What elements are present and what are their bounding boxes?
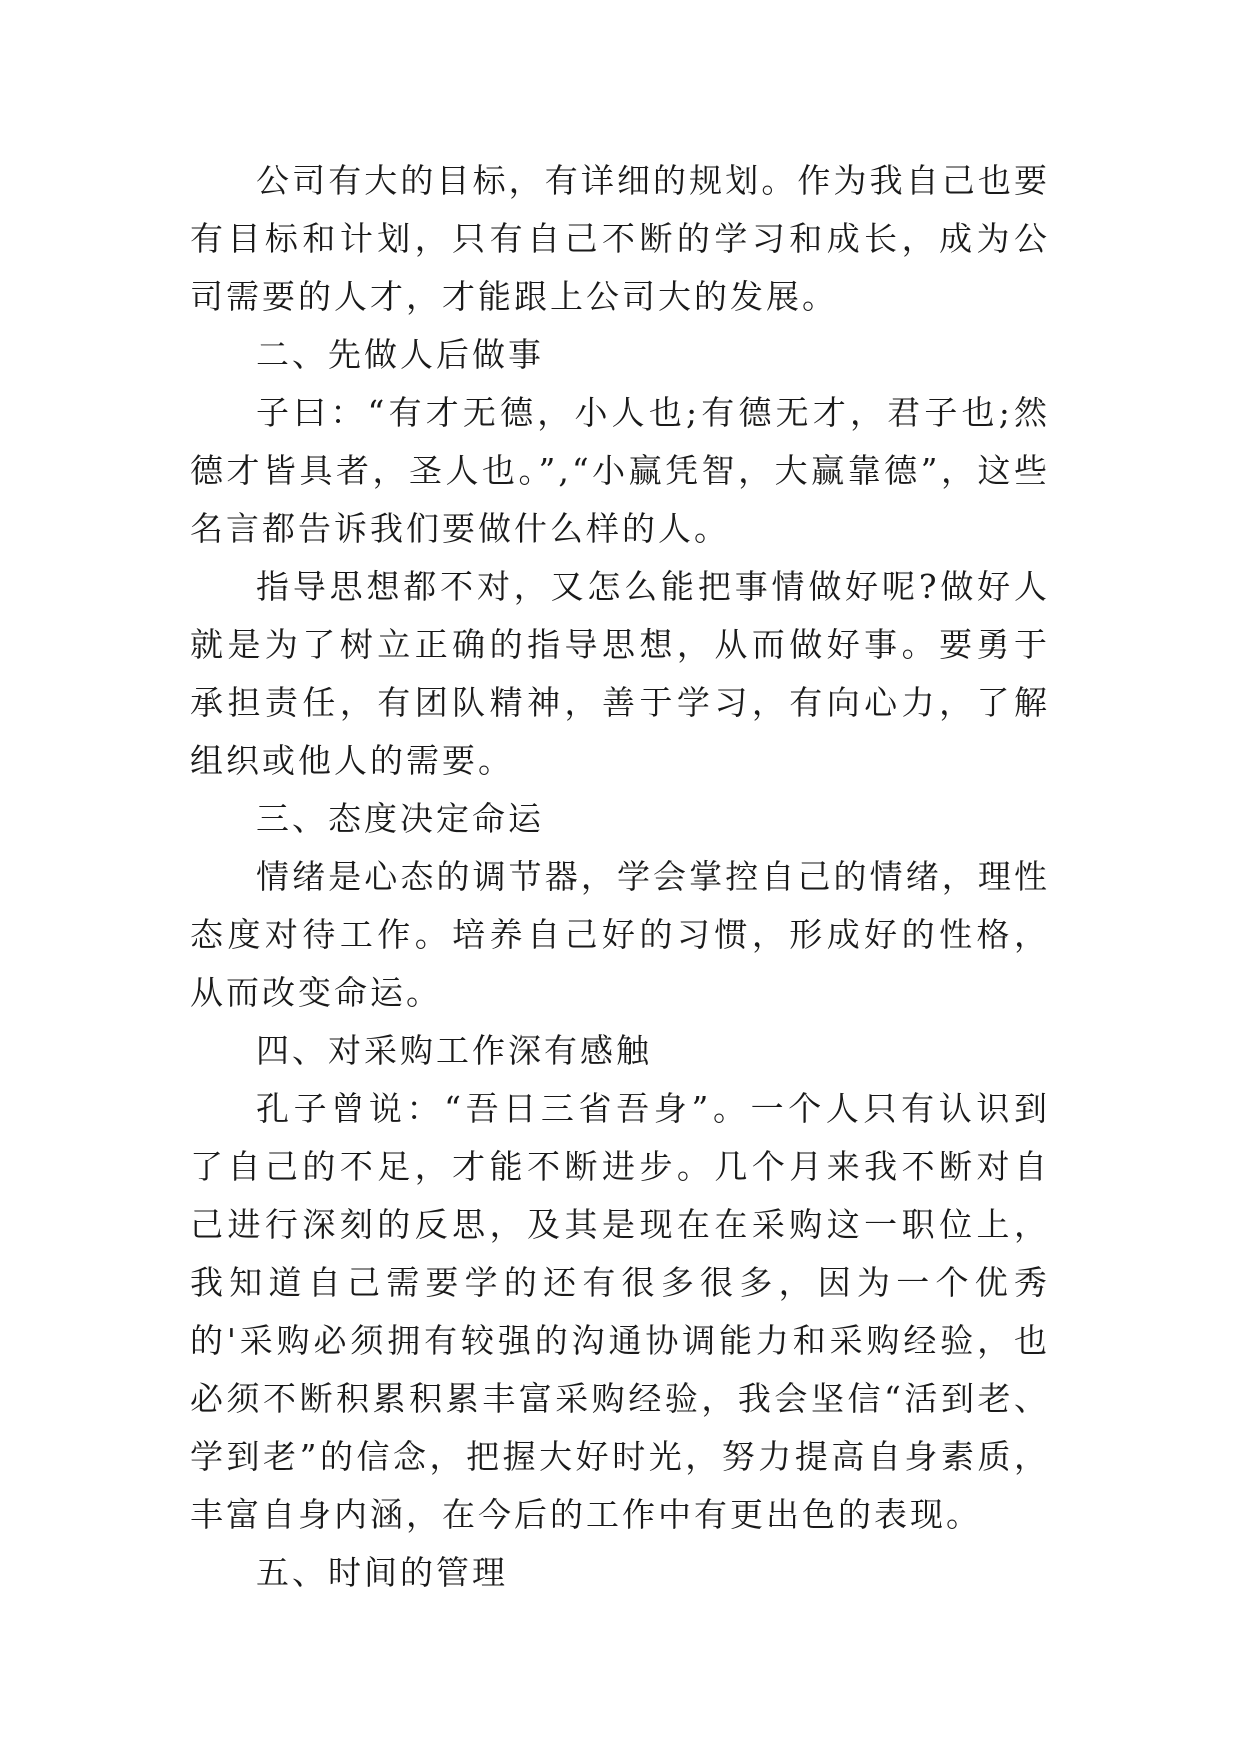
paragraph-emotion-regulator: 情绪是心态的调节器，学会掌控自己的情绪，理性态度对待工作。培养自己好的习惯，形成好的性格，从而改变命运。 xyxy=(190,857,1050,1012)
paragraph-company-goals: 公司有大的目标，有详细的规划。作为我自己也要有目标和计划，只有自己不断的学习和成长，成为公司需要的人才，才能跟上公司大的发展。 xyxy=(190,161,1050,316)
document-body xyxy=(190,152,1050,1602)
paragraph-guiding-thought: 指导思想都不对，又怎么能把事情做好呢?做好人就是为了树立正确的指导思想，从而做好事。要勇于承担责任，有团队精神，善于学习，有向心力，了解组织或他人的需要。 xyxy=(190,567,1050,780)
heading-procurement-work: 四、对采购工作深有感触 xyxy=(256,1031,652,1070)
paragraph-self-reflection: 孔子曾说：“吾日三省吾身”。一个人只有认识到了自己的不足，才能不断进步。几个月来我不断对自己进行深刻的反思，及其是现在在采购这一职位上，我知道自己需要学的还有很多很多，因为一个优秀的'采购必须拥有较强的沟通协调能力和采购经验，也必须不断积累积累丰富采购经验，我会坚信“活到老、学到老”的信念，把握大好时光，努力提高自身素质，丰富自身内涵，在今后的工作中有更出色的表现。 xyxy=(190,1089,1050,1534)
heading-attitude-destiny: 三、态度决定命运 xyxy=(256,799,544,838)
paragraph-confucius-quote: 子曰：“有才无德，小人也;有德无才，君子也;然德才皆具者，圣人也。”,“小赢凭智，大赢靠德”，这些名言都告诉我们要做什么样的人。 xyxy=(190,393,1050,548)
heading-be-person-first: 二、先做人后做事 xyxy=(256,335,544,374)
heading-time-management: 五、时间的管理 xyxy=(256,1553,508,1592)
